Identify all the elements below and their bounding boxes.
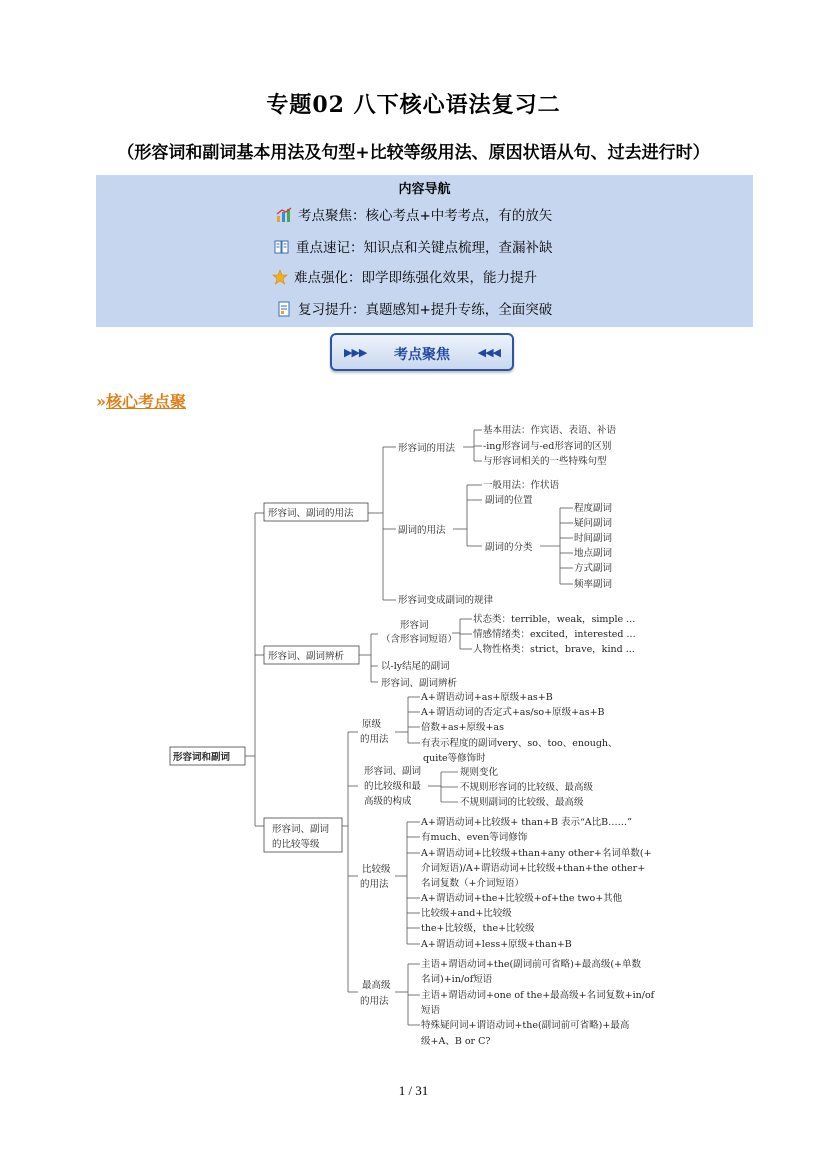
formation-sub: 高级的构成 [364,796,412,807]
page-title: 专题02 八下核心语法复习二 [266,92,561,118]
adv-position: 副词的位置 [485,495,533,506]
nav-item-label: 考点聚焦：核心考点+中考考点，有的放矢 [298,208,553,224]
branch-degree: 形容词、副词 [272,824,330,835]
positive-degree: 原级 [362,719,382,730]
adj-usage-item: 与形容词相关的一些特殊句型 [483,456,607,467]
comparative-item: A+谓语动词+the+比较级+of+the two+其他 [421,893,623,904]
formation-item: 规则变化 [460,767,499,778]
formation-sub: 的比较级和最 [364,781,422,792]
branch-compare: 形容词、副词辨析 [268,651,345,662]
comparative-item: 有much、even等词修饰 [421,832,528,843]
ly-adverb: 以-ly结尾的副词 [381,661,450,672]
adv-class: 副词的分类 [485,542,533,553]
section-title: 核心考点聚 [106,392,187,411]
adj-group: 形容词 [400,620,429,631]
formation-item: 不规则形容词的比较级、最高级 [460,782,594,793]
adj-usage-item: 基本用法：作宾语、表语、补语 [483,425,617,436]
adj-group-item: 状态类：terrible，weak，simple ... [473,614,636,625]
positive-item: 有表示程度的副词very、so、too、enough、 [421,738,618,749]
root-node: 形容词和副词 [173,752,231,763]
comparative: 比较级 [362,864,391,875]
superlative-item: 主语+谓语动词+one of the+最高级+名词复数+in/of [421,990,655,1001]
adj-usage-item: -ing形容词与-ed形容词的区别 [483,441,612,452]
comparative-item: A+谓语动词+比较级+ than+B 表示“A比B……” [421,817,632,828]
comparative-item: A+谓语动词+less+原级+than+B [421,939,572,950]
adv-class-item: 时间副词 [574,533,613,544]
nav-item-label: 复习提升：真题感知+提升专练，全面突破 [298,302,553,318]
badge-label: 考点聚焦 [394,347,450,363]
page-subtitle: （形容词和副词基本用法及句型+比较等级用法、原因状语从句、过去进行时） [117,143,710,163]
adv-usage: 副词的用法 [398,525,446,536]
superlative-sub: 的用法 [360,996,389,1007]
comparative-item: 比较级+and+比较级 [421,908,512,919]
adv-class-item: 方式副词 [574,563,613,574]
adj-group-sub: （含形容词短语） [381,634,458,645]
branch-usage: 形容词、副词的用法 [268,508,354,519]
superlative: 最高级 [362,980,391,991]
positive-item: A+谓语动词的否定式+as/so+原级+as+B [421,707,605,718]
positive-item: quite等修饰时 [423,753,486,764]
adv-class-item: 疑问副词 [574,518,613,529]
adv-class-item: 程度副词 [574,503,613,514]
comparative-item: 介词短语)/A+谓语动词+比较级+than+the other+ [421,863,646,874]
superlative-item: 短语 [421,1005,441,1016]
superlative-item: 主语+谓语动词+the(副词前可省略)+最高级(+单数 [421,959,642,970]
superlative-item: 级+A、B or C? [421,1036,491,1047]
adj-usage: 形容词的用法 [398,443,456,454]
comparative-item: 名词复数（+介词短语） [421,878,524,889]
positive-item: 倍数+as+原级+as [421,722,504,733]
adv-class-item: 频率副词 [574,579,613,590]
nav-item-label: 重点速记：知识点和关键点梳理，查漏补缺 [296,240,553,256]
adj-group-item: 情感情绪类：excited，interested ... [473,629,636,640]
page-number: 1 / 31 [398,1083,429,1098]
adv-class-item: 地点副词 [574,548,613,559]
superlative-item: 名词)+in/of短语 [421,974,493,985]
comparative-item: the+比较级，the+比较级 [421,923,535,934]
positive-degree-sub: 的用法 [360,734,389,745]
adj-to-adv: 形容词变成副词的规律 [398,595,494,606]
nav-item-label: 难点强化：即学即练强化效果，能力提升 [294,270,537,286]
left-arrows-icon: ◀◀◀ [477,346,500,359]
branch-degree-sub: 的比较等级 [272,839,320,850]
adj-group-item: 人物性格类：strict，brave，kind ... [473,644,635,655]
comparative-item: A+谓语动词+比较级+than+any other+名词单数(+ [421,848,652,859]
right-arrows-icon: ▶▶▶ [344,346,367,359]
nav-heading: 内容导航 [398,182,451,197]
formation: 形容词、副词 [364,766,422,777]
adv-general: 一般用法：作状语 [483,480,560,491]
comparative-sub: 的用法 [360,879,389,890]
superlative-item: 特殊疑问词+谓语动词+the(副词前可省略)+最高 [421,1020,630,1031]
double-chevron-icon: » [96,392,106,411]
formation-item: 不规则副词的比较级、最高级 [460,797,584,808]
positive-item: A+谓语动词+as+原级+as+B [421,692,553,703]
adj-adv-compare: 形容词、副词辨析 [381,678,458,689]
